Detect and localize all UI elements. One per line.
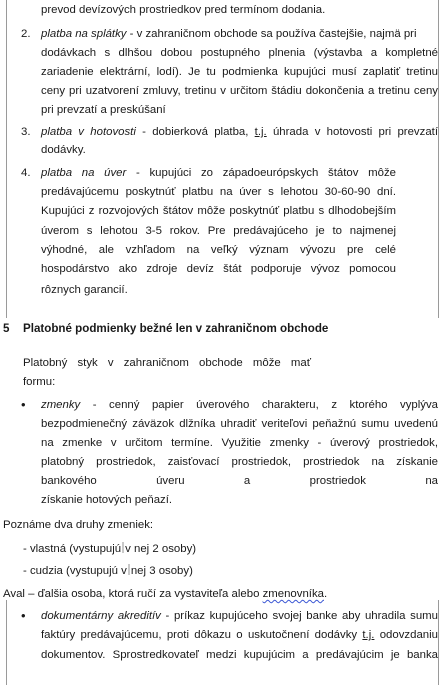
- list-item-2-line-4: ceny pri uzatvorení zmluvy, tretinu v určitom štádiu dokončenia a tretinu ceny: [41, 85, 438, 97]
- text-span: - cudzia (vystupujú v: [23, 565, 127, 577]
- list-item-4-line-6: hospodárstvo ako zdroje devíz štát podporuje vývoz pomocou: [41, 263, 396, 275]
- zmenky-line-5: bankového úveru a prostriedok na: [41, 475, 438, 487]
- crop-mark-right-vertical: [438, 0, 439, 318]
- text-cursor-mark: [122, 542, 124, 553]
- list-item-4-line-2: predávajúcemu poskytnúť platbu na úver s lehotou 30-60-90 dní.: [41, 186, 396, 198]
- akreditiv-line-3: dokumentov. Sprostredkovateľ medzi kupujúcim a predávajúcim je banka: [41, 649, 438, 661]
- intro-line-2: formu:: [23, 376, 56, 388]
- crop-mark-left-vertical: [6, 0, 7, 318]
- text-span: v nej 2 osoby): [125, 543, 197, 555]
- zmenky-type-vlastna: [23, 542, 196, 556]
- list-item-4-line-4: úverom s lehotou 3-5 rokov. Pre predávajúceho je to najmenej: [41, 225, 396, 237]
- list-number-3: 3.: [21, 126, 31, 138]
- zmenky-line-6: získanie hotových peňazí.: [41, 494, 173, 506]
- akreditiv-term: dokumentárny akreditív: [41, 610, 161, 622]
- section-heading: [3, 322, 328, 336]
- list-number-4: 4.: [21, 167, 31, 179]
- zmenky-line-3: na zmenke v určitom termíne. Využitie zmenky - úverový prostriedok,: [41, 437, 438, 449]
- text-span: Aval – ďalšia osoba, ktorá ručí za vystaviteľa alebo: [3, 588, 263, 600]
- bullet-zmenky: •: [21, 397, 26, 412]
- list-item-4-line-1: [41, 166, 396, 180]
- list-item-2-line-1: [41, 27, 416, 41]
- text-span: - v zahraničnom obchode sa používa častejšie, najmä pri: [126, 28, 417, 40]
- list-item-4-line-5: výhodné, ale vzhľadom na veľký význam vývozu pre celé: [41, 244, 396, 256]
- aval-line: [3, 587, 327, 601]
- text-span: .: [324, 588, 328, 600]
- list-number-2: 2.: [21, 28, 31, 40]
- text-span: faktúry predávajúcemu, proti dôkazu o uskutočnení dodávky: [41, 629, 363, 641]
- list-item-2-term: platba na splátky: [41, 28, 127, 40]
- list-item-4-line-7: rôznych garancií.: [41, 284, 128, 296]
- text-span: - príkaz kupujúceho svojej banke aby uhradila sumu: [160, 610, 438, 622]
- list-item-2-line-2: dodávkach s dlhšou dobou postupného plnenia (výstavba a kompletné: [41, 47, 438, 59]
- list-item-4-term: platba na úver: [41, 167, 127, 179]
- text-span: odovzdaniu: [374, 629, 438, 641]
- text-span: nej 3 osoby): [130, 565, 193, 577]
- abbr-tj: t.j.: [254, 126, 267, 138]
- text-span: úhrada v hotovosti pri prevzatí: [266, 126, 438, 138]
- list-item-4-line-3: Kupujúci z rozvojových štátov môže poskytnúť platbu s dlhodobejším: [41, 205, 396, 217]
- text-span: - dobierková platba,: [135, 126, 255, 138]
- zmenky-line-2: bezpodmienečný záväzok dlžníka uhradiť veriteľovi peňažnú sumu uvedenú: [41, 418, 438, 430]
- text-line-top: prevod devízových prostriedkov pred termínom dodania.: [41, 4, 326, 16]
- text-span: - vlastná (vystupujú: [23, 543, 122, 555]
- crop-mark-left-vertical-lower: [6, 600, 7, 685]
- list-item-3-line-2: dodávky.: [41, 144, 86, 156]
- list-item-3-line-1: [41, 125, 438, 139]
- list-item-2-line-3: zariadenie elektrární, lodí). Je tu podmienka kupujúci musí zaplatiť tretinu: [41, 66, 438, 78]
- section-number: 5: [3, 322, 10, 335]
- zmenky-term: zmenky: [41, 399, 81, 411]
- akreditiv-line-1: [41, 609, 438, 623]
- abbr-tj-2: t.j.: [362, 629, 375, 641]
- zmenky-type-cudzia: [23, 564, 193, 578]
- text-span: - kupujúci zo západoeurópskych štátov môže: [126, 167, 396, 179]
- bullet-akreditiv: •: [21, 608, 26, 623]
- list-item-3-term: platba v hotovosti: [41, 126, 136, 138]
- section-title: Platobné podmienky bežné len v zahraničnom obchode: [23, 322, 329, 335]
- list-item-2-line-5: pri prevzatí a preskúšaní: [41, 104, 166, 116]
- akreditiv-line-2: [41, 628, 438, 642]
- intro-line-1: Platobný styk v zahraničnom obchode môže mať: [23, 357, 311, 369]
- zmenky-types-intro: Poznáme dva druhy zmeniek:: [3, 519, 154, 531]
- text-cursor-mark: [128, 564, 130, 575]
- zmenky-line-4: platobný prostriedok, zaisťovací prostriedok, prostriedok na získanie: [41, 456, 438, 468]
- text-span: - cenný papier úverového charakteru, z ktorého vyplýva: [80, 399, 438, 411]
- crop-mark-right-vertical-lower: [438, 600, 439, 685]
- zmenovnika-word: zmenovníka: [262, 588, 324, 600]
- zmenky-line-1: [41, 398, 438, 412]
